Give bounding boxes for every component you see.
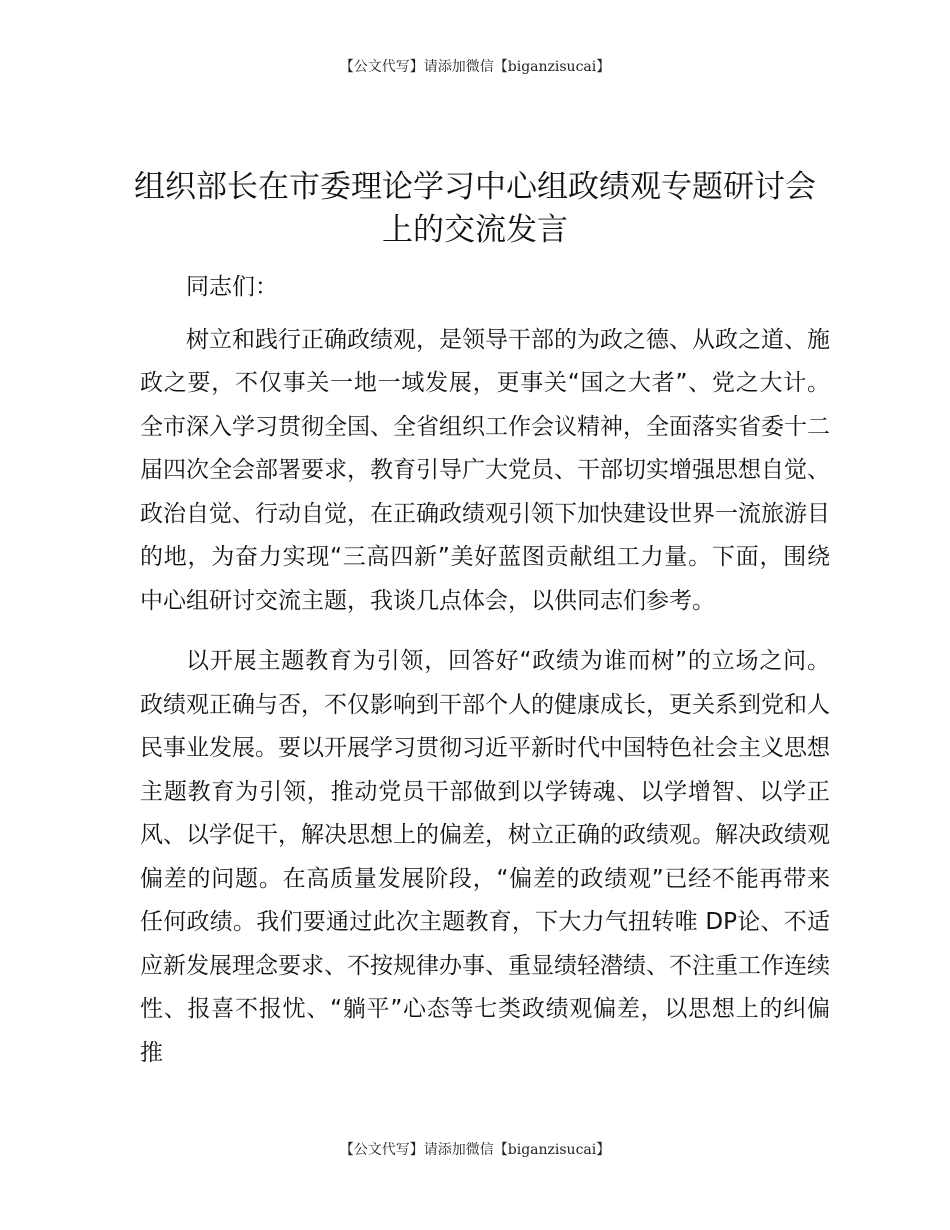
- document-title: 组织部长在市委理论学习中心组政绩观专题研讨会上的交流发言: [134, 169, 816, 248]
- document-body: [140, 266, 830, 1075]
- page-footer: 【公文代写】请添加微信【biganzisucai】: [339, 1142, 611, 1158]
- page-header: 【公文代写】请添加微信【biganzisucai】: [339, 59, 611, 75]
- salutation: 同志们：: [186, 274, 278, 300]
- paragraph-intro: 树立和践行正确政绩观，是领导干部的为政之德、从政之道、施政之要，不仅事关一地一域发展，更事关“国之大者”、党之大计。全市深入学习贯彻全国、全省组织工作会议精神，全面落实省委十二届四次全会部署要求，教育引导广大党员、干部切实增强思想自觉、政治自觉、行动自觉，在正确政绩观引领下加快建设世界一流旅游目的地，为奋力实现“三高四新”美好蓝图贡献组工力量。下面，围绕中心组研讨交流主题，我谈几点体会，以供同志们参考。: [140, 326, 830, 614]
- paragraph-point-one: 以开展主题教育为引领，回答好“政绩为谁而树”的立场之问。政绩观正确与否，不仅影响到干部个人的健康成长，更关系到党和人民事业发展。要以开展学习贯彻习近平新时代中国特色社会主义思想主题教育为引领，推动党员干部做到以学铸魂、以学增智、以学正风、以学促干，解决思想上的偏差，树立正确的政绩观。解决政绩观偏差的问题。在高质量发展阶段，“偏差的政绩观”已经不能再带来任何政绩。我们要通过此次主题教育，下大力气扭转唯 DP论、不适应新发展理念要求、不按规律办事、重显绩轻潜绩、不注重工作连续性、报喜不报忧、“躺平”心态等七类政绩观偏差，以思想上的纠偏推: [140, 648, 830, 1066]
